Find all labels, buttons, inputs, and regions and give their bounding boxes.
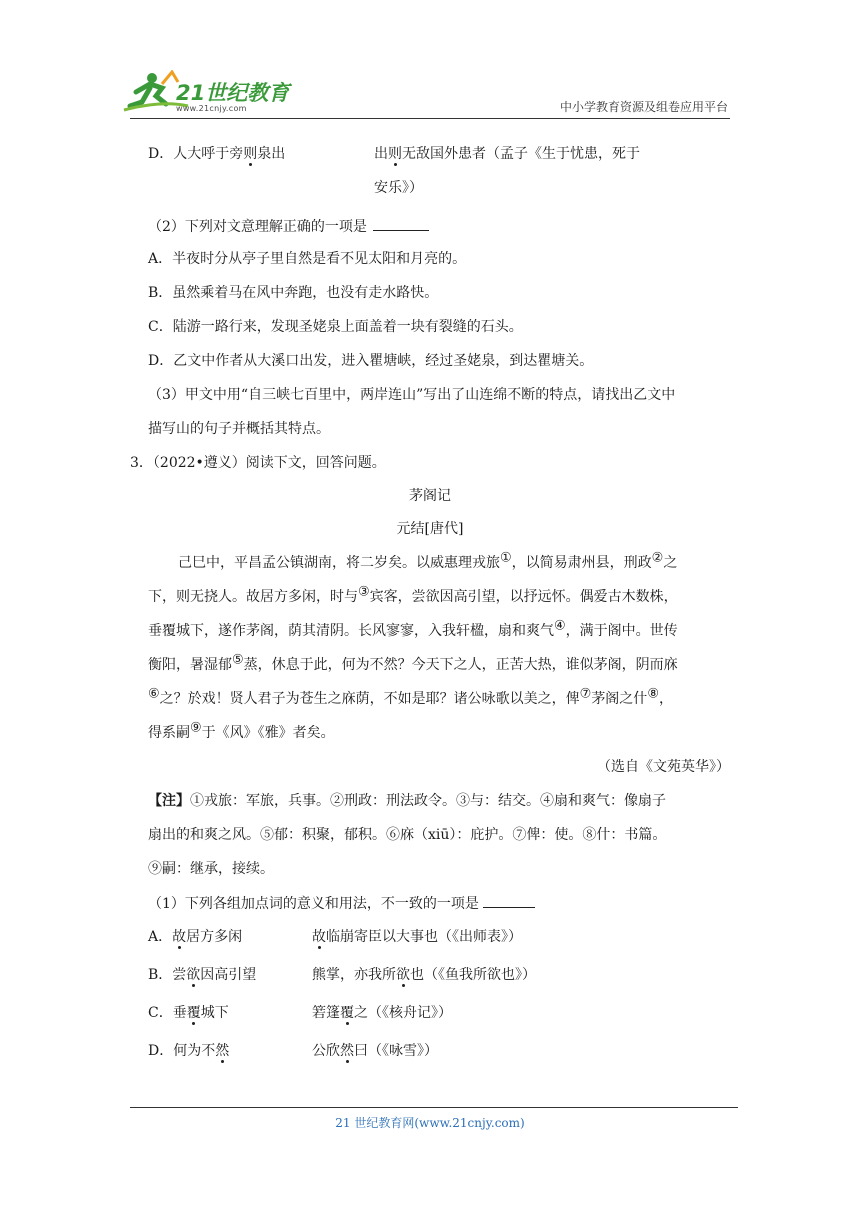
answer-blank[interactable]	[373, 216, 429, 231]
notes-line-2: 扇出的和爽之风。⑤郁：积聚，郁积。⑥庥（xiū）：庇护。⑦俾：使。⑧什：书篇。	[148, 827, 667, 843]
q2-sub2-option-a: A．半夜时分从亭子里自然是看不见太阳和月亮的。	[148, 251, 467, 267]
q3-option-c-right: 箬篷覆之（《核舟记》）	[312, 1005, 452, 1021]
header-divider	[130, 118, 730, 119]
passage-line-6: 得系嗣⑨于《风》《雅》者矣。	[148, 720, 335, 741]
passage-line-5: ⑥之？於戏！贤人君子为苍生之庥荫，不如是耶？诸公咏歌以美之，俾⑦茅阁之什⑧，	[148, 686, 673, 707]
q3-option-c-left: C．垂覆城下	[148, 1005, 229, 1021]
passage-title: 茅阁记	[409, 488, 451, 504]
emphasis-dot-char: 则	[388, 146, 402, 162]
logo-tagline: www.21cnjy.com	[176, 104, 247, 113]
q2-sub2-option-b: B．虽然乘着马在风中奔跑，也没有走水路快。	[148, 285, 439, 301]
q3-sub1-stem: （1）下列各组加点词的意义和用法，不一致的一项是	[148, 893, 535, 914]
q3-option-d-left: D．何为不然	[148, 1043, 230, 1059]
header-platform-text: 中小学教育资源及组卷应用平台	[559, 100, 728, 114]
q2-sub2-option-c: C．陆游一路行来，发现圣姥泉上面盖着一块有裂缝的石头。	[148, 319, 523, 335]
notes-line-3: ⑨嗣：继承，接续。	[148, 861, 274, 877]
passage-line-1: 己巳中，平昌孟公镇湖南，将二岁矣。以威惠理戎旅①，以简易肃州县，刑政②之	[178, 550, 678, 571]
passage-line-2: 下，则无挠人。故居方多闲，时与③宾客，尝欲因高引望，以抒远怀。偶爱古木数株，	[148, 584, 678, 605]
q3-stem: 3．（2022•遵义）阅读下文，回答问题。	[130, 455, 386, 471]
answer-blank[interactable]	[483, 893, 535, 908]
q2-sub2-stem: （2）下列对文意理解正确的一项是	[148, 216, 429, 237]
notes-line-1: 【注】①戎旅：军旅，兵事。②刑政：刑法政令。③与：结交。④扇和爽气：像扇子	[148, 793, 666, 809]
q3-option-a-right: 故临崩寄臣以大事也（《出师表》）	[312, 929, 522, 945]
footer-divider	[130, 1107, 738, 1108]
passage-line-3: 垂覆城下，遂作茅阁，荫其清阴。长风寥寥，入我轩楹，扇和爽气④，满于阁中。世传	[148, 618, 678, 639]
q2-option-d-right: 出则无敌国外患者（孟子《生于忧患，死于	[374, 146, 640, 162]
logo-text: 21世纪教育	[176, 81, 290, 105]
passage-line-4: 衡阳，暑湿郁⑤蒸，休息于此，何为不然？今天下之人，正苦大热，谁似茅阁，阴而庥	[148, 652, 678, 673]
q3-option-b-left: B．尝欲因高引望	[148, 967, 257, 983]
q2-option-d-left: D．人大呼于旁则泉出	[148, 146, 286, 162]
notes-label: 【注】	[148, 793, 190, 809]
q2-sub2-option-d: D．乙文中作者从大溪口出发，进入瞿塘峡，经过圣姥泉，到达瞿塘关。	[148, 353, 594, 369]
q3-option-b-right: 熊掌，亦我所欲也（《鱼我所欲也》）	[312, 967, 536, 983]
footer-link[interactable]: 21 世纪教育网(www.21cnjy.com)	[335, 1116, 525, 1130]
q2-option-d-cont: 安乐》）	[374, 180, 423, 196]
passage-author: 元结[唐代]	[396, 521, 464, 537]
passage-source: （选自《文苑英华》）	[597, 759, 730, 775]
q2-sub3-line1: （3）甲文中用“自三峡七百里中，两岸连山”写出了山连绵不断的特点，请找出乙文中	[148, 387, 676, 403]
q3-option-a-left: A．故居方多闲	[148, 929, 243, 945]
emphasis-dot-char: 则	[243, 146, 258, 162]
q2-sub3-line2: 描写山的句子并概括其特点。	[148, 421, 330, 437]
q3-option-d-right: 公欣然曰（《咏雪》）	[312, 1043, 438, 1059]
